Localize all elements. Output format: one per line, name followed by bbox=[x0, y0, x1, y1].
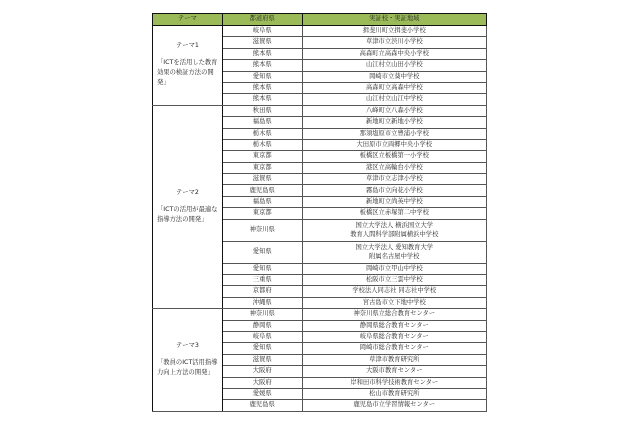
table-row bbox=[153, 105, 487, 116]
school-cell: 岡崎市立甲山中学校 bbox=[302, 263, 486, 274]
school-cell: 宮古島市立下地中学校 bbox=[302, 297, 486, 308]
school-cell: 岡崎市立葵中学校 bbox=[302, 71, 486, 82]
prefecture-cell: 岐阜県 bbox=[222, 331, 302, 342]
school-cell: 草津市立志津小学校 bbox=[302, 174, 486, 185]
theme2-group bbox=[153, 105, 487, 308]
school-cell: 松山市教育研究所 bbox=[302, 388, 486, 399]
school-cell: 霧島市立向花小学校 bbox=[302, 185, 486, 196]
school-line: 附属名古屋中学校 bbox=[369, 253, 420, 261]
header-row bbox=[153, 14, 487, 26]
school-cell bbox=[302, 241, 486, 263]
prefecture-cell: 大阪府 bbox=[222, 377, 302, 388]
school-cell: 大田原市立両郷中央小学校 bbox=[302, 139, 486, 150]
school-cell: 板橋区立板橋第一小学校 bbox=[302, 151, 486, 162]
header-theme: テーマ bbox=[153, 14, 223, 26]
school-line: 国立大学法人 愛知教育大学 bbox=[355, 243, 434, 251]
school-cell: 高森町立高森中央小学校 bbox=[302, 48, 486, 59]
prefecture-cell: 京都府 bbox=[222, 286, 302, 297]
school-cell: 新地町立新地小学校 bbox=[302, 117, 486, 128]
school-cell: 静岡県総合教育センター bbox=[302, 320, 486, 331]
school-cell: 草津市教育研究所 bbox=[302, 354, 486, 365]
theme1-group bbox=[153, 26, 487, 106]
school-cell: 港区立高輪台小学校 bbox=[302, 162, 486, 173]
school-cell: 高森町立高森中学校 bbox=[302, 82, 486, 93]
school-cell: 神奈川県立総合教育センター bbox=[302, 309, 486, 320]
prefecture-cell: 静岡県 bbox=[222, 320, 302, 331]
prefecture-cell: 愛知県 bbox=[222, 343, 302, 354]
school-cell: 八峰町立八森小学校 bbox=[302, 105, 486, 116]
prefecture-cell: 福島県 bbox=[222, 196, 302, 207]
school-cell: 岡崎市総合教育センター bbox=[302, 343, 486, 354]
school-cell: 揖斐川町立揖斐小学校 bbox=[302, 26, 486, 37]
prefecture-cell: 愛知県 bbox=[222, 263, 302, 274]
school-cell: 板橋区立赤塚第二中学校 bbox=[302, 208, 486, 219]
theme-name: テーマ3 bbox=[175, 341, 199, 349]
school-line: 国立大学法人 横浜国立大学 bbox=[355, 221, 434, 229]
header-prefecture: 都道府県 bbox=[222, 14, 302, 26]
prefecture-cell: 大阪府 bbox=[222, 366, 302, 377]
theme3-cell bbox=[153, 309, 223, 412]
school-cell: 山江村立山江中学校 bbox=[302, 94, 486, 105]
theme-description: 「ICTの活用が最適な指導方法の開発」 bbox=[157, 205, 218, 223]
prefecture-cell: 滋賀県 bbox=[222, 174, 302, 185]
prefecture-cell: 三重県 bbox=[222, 275, 302, 286]
prefecture-cell: 東京都 bbox=[222, 208, 302, 219]
prefecture-cell: 滋賀県 bbox=[222, 354, 302, 365]
prefecture-cell: 熊本県 bbox=[222, 60, 302, 71]
school-cell: 草津市立渋川小学校 bbox=[302, 37, 486, 48]
prefecture-cell: 栃木県 bbox=[222, 139, 302, 150]
school-cell: 那須塩原市立豊浦小学校 bbox=[302, 128, 486, 139]
school-cell: 山江村立山田小学校 bbox=[302, 60, 486, 71]
school-cell: 岐阜県総合教育センター bbox=[302, 331, 486, 342]
prefecture-cell: 愛媛県 bbox=[222, 388, 302, 399]
prefecture-cell: 愛知県 bbox=[222, 71, 302, 82]
school-cell: 学校法人同志社 同志社中学校 bbox=[302, 286, 486, 297]
theme-name: テーマ2 bbox=[175, 188, 199, 196]
prefecture-cell: 鹿児島県 bbox=[222, 400, 302, 411]
prefecture-cell: 熊本県 bbox=[222, 94, 302, 105]
prefecture-cell: 沖縄県 bbox=[222, 297, 302, 308]
theme-description: 「ICTを活用した教育効果の検証方法の開発」 bbox=[157, 59, 218, 86]
prefecture-cell: 東京都 bbox=[222, 151, 302, 162]
theme3-group bbox=[153, 309, 487, 412]
table-row bbox=[153, 309, 487, 320]
prefecture-cell: 鹿児島県 bbox=[222, 185, 302, 196]
theme2-cell bbox=[153, 105, 223, 308]
prefecture-cell: 滋賀県 bbox=[222, 37, 302, 48]
prefecture-cell: 栃木県 bbox=[222, 128, 302, 139]
school-line: 教育人間科学部附属横浜中学校 bbox=[350, 231, 439, 239]
prefecture-cell: 熊本県 bbox=[222, 82, 302, 93]
prefecture-cell: 岐阜県 bbox=[222, 26, 302, 37]
schools-table bbox=[152, 13, 487, 412]
school-cell: 新地町立尚英中学校 bbox=[302, 196, 486, 207]
theme1-cell bbox=[153, 26, 223, 106]
prefecture-cell: 秋田県 bbox=[222, 105, 302, 116]
prefecture-cell: 東京都 bbox=[222, 162, 302, 173]
prefecture-cell: 神奈川県 bbox=[222, 219, 302, 241]
school-cell: 岸和田市科学技術教育センター bbox=[302, 377, 486, 388]
school-cell bbox=[302, 219, 486, 241]
school-cell: 大阪市教育センター bbox=[302, 366, 486, 377]
prefecture-cell: 福島県 bbox=[222, 117, 302, 128]
school-cell: 鹿児島市立学習情報センター bbox=[302, 400, 486, 411]
theme-name: テーマ1 bbox=[175, 42, 199, 50]
prefecture-cell: 愛知県 bbox=[222, 241, 302, 263]
theme-description: 「教員のICT活用指導力向上方法の開発」 bbox=[157, 358, 218, 376]
school-cell: 松阪市立三雲中学校 bbox=[302, 275, 486, 286]
prefecture-cell: 熊本県 bbox=[222, 48, 302, 59]
prefecture-cell: 神奈川県 bbox=[222, 309, 302, 320]
table-row bbox=[153, 26, 487, 37]
header-school: 実証校・実証地域 bbox=[302, 14, 486, 26]
